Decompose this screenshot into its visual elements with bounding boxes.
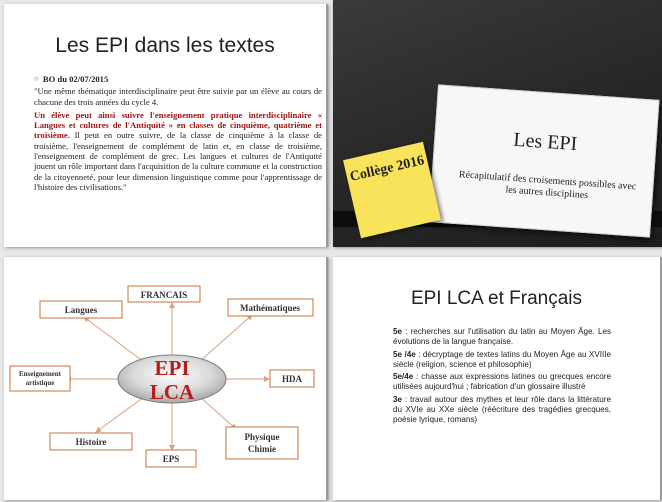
svg-text:EPS: EPS bbox=[162, 454, 180, 464]
slide4-body bbox=[393, 327, 611, 428]
svg-text:FRANCAIS: FRANCAIS bbox=[140, 290, 188, 300]
node-histoire bbox=[50, 433, 132, 450]
node-mathematiques bbox=[228, 299, 313, 316]
node-hda bbox=[270, 370, 314, 387]
node-langues bbox=[40, 301, 122, 318]
svg-text:Langues: Langues bbox=[64, 305, 98, 315]
center-label-epi: EPI bbox=[154, 356, 190, 380]
node-eps bbox=[146, 450, 196, 467]
slide1-body bbox=[34, 74, 322, 195]
center-label-lca: LCA bbox=[149, 380, 195, 404]
slide4-title: EPI LCA et Français bbox=[410, 288, 583, 309]
node-francais bbox=[128, 286, 200, 302]
sticky-note-text: Collège 2016 bbox=[348, 153, 426, 185]
svg-text:HDA: HDA bbox=[282, 374, 302, 384]
bo-reference bbox=[34, 74, 322, 84]
svg-text:artistique: artistique bbox=[25, 379, 55, 387]
paragraph-text: Il peut en outre suivre, de la classe de cinquième à la classe de troisième, l'enseignement de complément de latin et, en classe de troisième, l'enseignement de complément de grec. Les langues et cultures de l'Antiquité jouent un rôle important dans l'acquisition de la culture commune et la construction de la citoyenneté, pour leur dimension linguistique comme pour l'apprentissage de l'histoire des civilisations." bbox=[34, 130, 322, 192]
slide-les-epi[interactable] bbox=[333, 0, 662, 247]
highlighted-text: Un élève peut ainsi suivre l'enseignement pratique interdisciplinaire « Langues et cultures de l'Antiquité » en classes de cinquième, quatrième et troisième. bbox=[34, 109, 322, 141]
slide1-title: Les EPI dans les textes bbox=[55, 34, 275, 57]
list-item: 5e/4e : chasse aux expressions latines ou grecques encore utilisées aujourd'hui ; fabrication d'un glossaire illustré bbox=[393, 372, 611, 392]
node-physique-chimie bbox=[226, 427, 298, 459]
epi-lca-diagram bbox=[4, 257, 328, 500]
list-item: 5e /4e : décryptage de textes latins du Moyen Âge au XVIIIe siècle (religion, science et philosophie) bbox=[393, 349, 611, 369]
slide2-title: Les EPI bbox=[512, 128, 578, 156]
list-item: 3e : travail autour des mythes et leur rôle dans la littérature du XVIe au XXe siècle (réécriture des tragédies grecques, poésie lyrique, romans) bbox=[393, 394, 611, 425]
slide-diagram-epi-lca[interactable] bbox=[4, 257, 328, 500]
slide-epi-lca-francais[interactable] bbox=[333, 257, 662, 500]
svg-text:Histoire: Histoire bbox=[75, 437, 107, 447]
svg-text:Mathématiques: Mathématiques bbox=[240, 303, 300, 313]
list-item: 5e : recherches sur l'utilisation du latin au Moyen Âge. Les évolutions de la langue française. bbox=[393, 327, 611, 347]
svg-text:Enseignement: Enseignement bbox=[19, 370, 61, 378]
slide-epi-dans-les-textes[interactable] bbox=[4, 4, 328, 247]
bo-label: BO du 02/07/2015 bbox=[42, 74, 109, 84]
svg-text:Physique: Physique bbox=[244, 432, 280, 442]
quote-paragraph-1: "Une même thématique interdisciplinaire peut être suivie par un élève au cours de chacune des trois années du cycle 4. bbox=[34, 86, 322, 107]
quote-paragraph-2 bbox=[34, 110, 322, 192]
svg-text:Chimie: Chimie bbox=[248, 444, 276, 454]
title-card bbox=[428, 84, 659, 237]
slide2-subtitle: Récapitulatif des croisements possibles avec les autres disciplines bbox=[458, 169, 637, 202]
node-enseignement-artistique bbox=[10, 366, 70, 391]
circle-bullet-icon: ○ bbox=[34, 74, 39, 83]
